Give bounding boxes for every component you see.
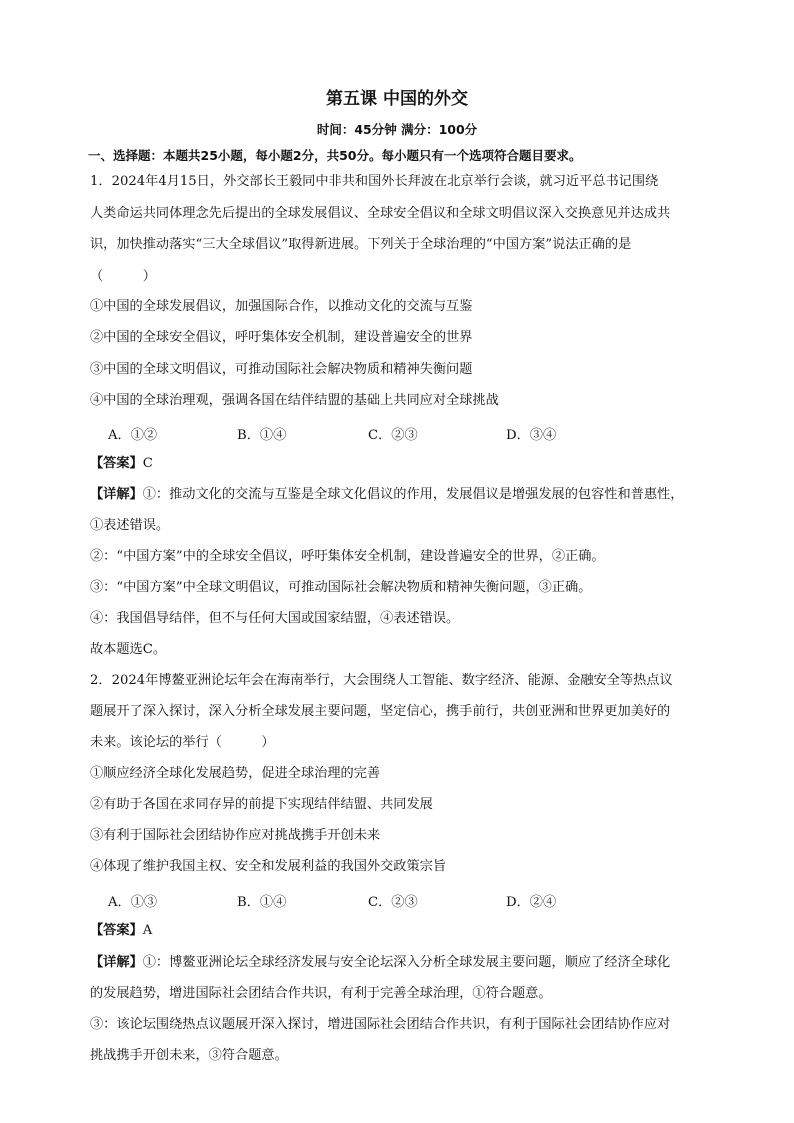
q1-answer [90, 455, 730, 473]
q2-detail-line [90, 954, 730, 972]
q1-stem-line: 识，加快推动落实“三大全球倡议”取得新进展。下列关于全球治理的“中国方案”说法正确的是 [90, 237, 632, 252]
q2-statement-2: ②有助于各国在求同存异的前提下实现结伴结盟、共同发展 [90, 797, 433, 812]
q1-statement-1: ①中国的全球发展倡议，加强国际合作，以推动文化的交流与互鉴 [90, 299, 473, 314]
q1-detail-line [90, 486, 730, 504]
q2-stem-line: 题展开了深入探讨，深入分析全球发展主要问题，坚定信心，携手前行，共创亚洲和世界更加美好的 [90, 704, 671, 719]
q2-statement-3: ③有利于国际社会团结协作应对挑战携手开创未来 [90, 828, 381, 843]
section-heading: 一、选择题：本题共25小题，每小题2分，共50分。每小题只有一个选项符合题目要求。 [88, 148, 582, 163]
q1-statement-2: ②中国的全球安全倡议，呼吁集体安全机制，建设普遍安全的世界 [90, 330, 473, 345]
q2-stem-line: 未来。该论坛的举行（ ） [90, 735, 275, 750]
q1-detail-line: ④：我国倡导结伴，但不与任何大国或国家结盟，④表述错误。 [90, 611, 460, 626]
q1-statement-4: ④中国的全球治理观，强调各国在结伴结盟的基础上共同应对全球挑战 [90, 393, 499, 408]
q1-option-c: C．②③ [368, 428, 418, 443]
detail-text: ①：博鳌亚洲论坛全球经济发展与安全论坛深入分析全球发展主要问题，顺应了经济全球化 [142, 955, 671, 970]
q2-statement-4: ④体现了维护我国主权、安全和发展利益的我国外交政策宗旨 [90, 859, 447, 874]
q1-detail-line: ①表述错误。 [90, 518, 170, 533]
answer-tag: 【答案】 [90, 456, 143, 471]
q1-option-b: B．①④ [237, 428, 287, 443]
q2-stem-line: 2．2024年博鳌亚洲论坛年会在海南举行，大会围绕人工智能、数字经济、能源、金融安全等热点议 [90, 673, 673, 688]
q2-detail-line: 的发展趋势，增进国际社会团结合作共识，有利于完善全球治理，①符合题意。 [90, 986, 552, 1001]
answer-value: A [142, 923, 153, 938]
answer-value: C [142, 456, 153, 471]
q2-option-a: A．①③ [108, 895, 158, 910]
lesson-title: 第五课 中国的外交 [326, 89, 468, 109]
exam-time-score: 时间：45分钟 满分：100分 [316, 122, 478, 137]
q2-statement-1: ①顺应经济全球化发展趋势，促进全球治理的完善 [90, 766, 381, 781]
q1-option-d: D．③④ [506, 428, 557, 443]
q1-detail-line: 故本题选C。 [90, 642, 167, 657]
detail-tag: 【详解】 [90, 955, 143, 970]
detail-tag: 【详解】 [90, 487, 143, 502]
q2-option-d: D．②④ [506, 895, 557, 910]
q1-option-a: A．①② [108, 428, 158, 443]
q1-options [108, 424, 728, 442]
q1-stem-line: 1．2024年4月15日，外交部长王毅同中非共和国外长拜波在北京举行会谈，就习近平总书记围绕 [90, 174, 659, 189]
q2-option-b: B．①④ [237, 895, 287, 910]
answer-tag: 【答案】 [90, 923, 143, 938]
q1-stem-line: （ ） [90, 269, 156, 284]
q1-detail-line: ③：“中国方案”中全球文明倡议，可推动国际社会解决物质和精神失衡问题，③正确。 [90, 580, 592, 595]
q2-option-c: C．②③ [368, 895, 418, 910]
detail-text: ①：推动文化的交流与互鉴是全球文化倡议的作用，发展倡议是增强发展的包容性和普惠性， [142, 487, 684, 502]
q1-statement-3: ③中国的全球文明倡议，可推动国际社会解决物质和精神失衡问题 [90, 362, 473, 377]
q1-detail-line: ②：“中国方案”中的全球安全倡议，呼吁集体安全机制，建设普遍安全的世界，②正确。 [90, 549, 605, 564]
q2-answer [90, 922, 730, 940]
q2-detail-line: ③：该论坛围绕热点议题展开深入探讨，增进国际社会团结合作共识，有利于国际社会团结协作应对 [90, 1017, 671, 1032]
q2-options [108, 891, 728, 909]
q2-detail-line: 挑战携手开创未来，③符合题意。 [90, 1048, 288, 1063]
q1-stem-line: 人类命运共同体理念先后提出的全球发展倡议、全球安全倡议和全球文明倡议深入交换意见并达成共 [90, 206, 671, 221]
